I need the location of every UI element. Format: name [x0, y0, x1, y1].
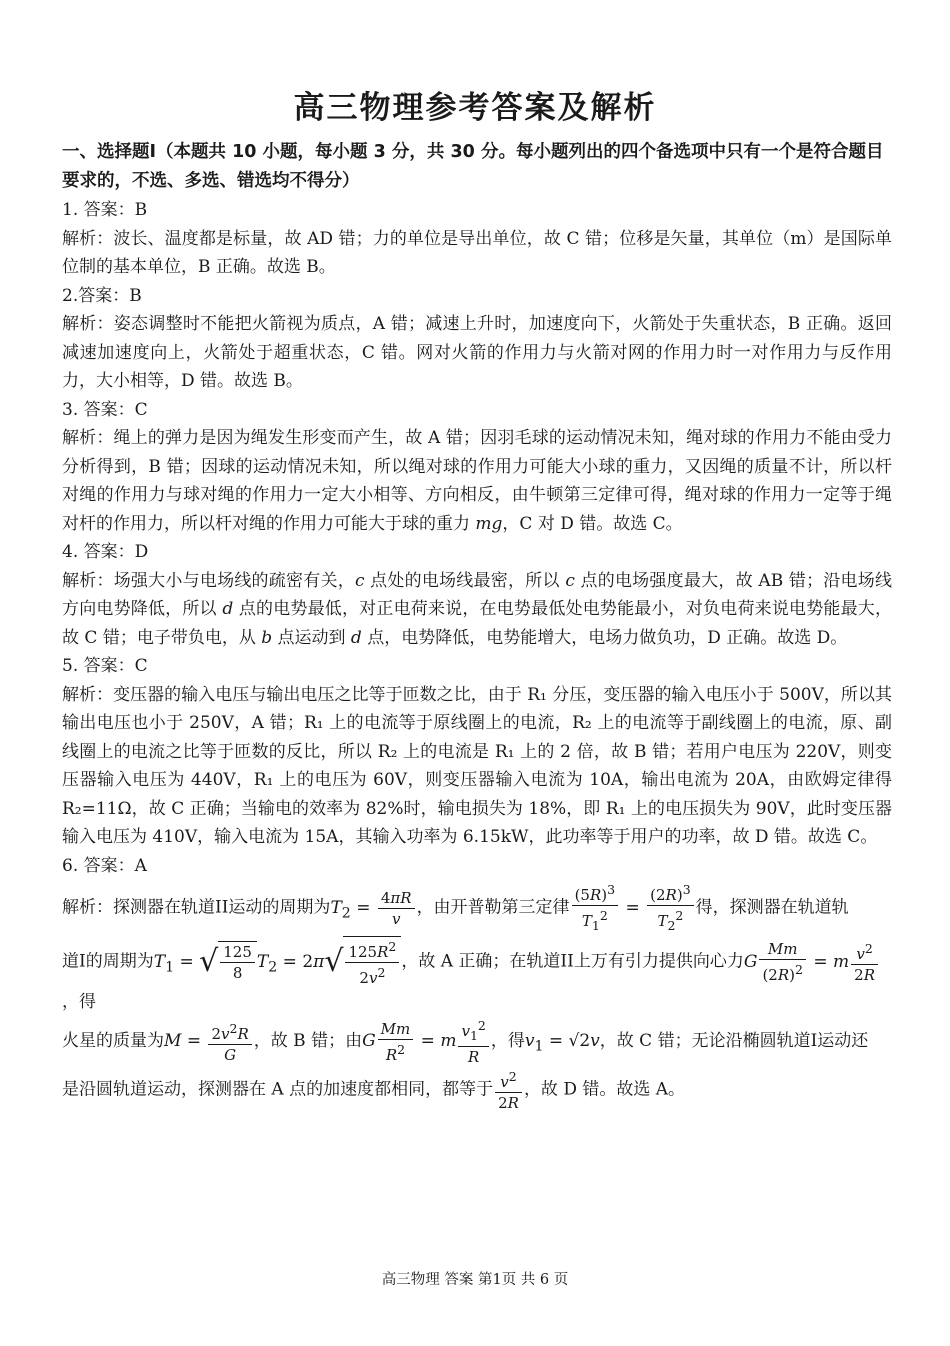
q5-answer: 5. 答案：C	[62, 656, 148, 676]
q6-text: ，故 B 错；由	[253, 1031, 363, 1051]
q6-text: ，得	[490, 1031, 525, 1051]
formula-gravity: G $\frac{Mm}{(2R)^2}$ = m $\frac{v^2}{2R}$	[744, 952, 880, 972]
q6-text: 火星的质量为	[62, 1031, 164, 1051]
q3-text-b: ，C 对 D 错。故选 C。	[502, 513, 683, 534]
q4-point-b: b	[261, 627, 273, 648]
q2-answer: 2.答案：B	[62, 285, 142, 306]
q6-text: ，故 A 正确；在轨道II上万有引力提供向心力	[401, 951, 744, 972]
formula-orbit-speed: G $\frac{Mm}{R^2}$ = m $\frac{v_1^2}{R}$	[362, 1031, 491, 1051]
section-heading: 一、选择题I（本题共 10 小题，每小题 3 分，共 30 分。每小题列出的四个备选项中只有一个是符合题目要求的，不选、多选、错选均不得分）	[62, 142, 884, 191]
q4-text-4: 点的电势最低，对正电荷来说，在电势最低处电势能最小，对负电荷来说电势能最大，故 C 错；电子带负电，从	[62, 599, 892, 648]
q6-line-1	[62, 880, 892, 936]
q6-text: ，故 D 错。故选 A。	[523, 1079, 686, 1100]
q1-explanation: 解析：波长、温度都是标量，故 AD 错；力的单位是导出单位，故 C 错；位移是矢量，其单位（m）是国际单位制的基本单位，B 正确。故选 B。	[62, 228, 892, 277]
q4-point-c: c	[565, 570, 575, 591]
q4-text-1: 解析：场强大小与电场线的疏密有关，	[62, 570, 355, 591]
formula-mass: M = $\frac{2v^2R}{G}$	[164, 1031, 254, 1051]
q3-explanation	[62, 424, 892, 538]
q6-text: ，得	[62, 992, 96, 1012]
formula-period-t1: $T_1$ = √ $\frac{125}{8}$ $T_2 = 2\pi√$ $\frac{125R^2}{2v^2}$	[154, 952, 402, 972]
q2-explanation: 解析：姿态调整时不能把火箭视为质点，A 错；减速上升时，加速度向下，火箭处于失重状态，B 正确。返回减速加速度向上，火箭处于超重状态，C 错。网对火箭的作用力与火箭对网的作用力时一对作用力与反作用力，大小相等，D 错。故选 B。	[62, 314, 892, 391]
formula-v1: $v_1 = √2v$	[524, 1031, 600, 1055]
formula-period-t2: $T_2$ = $\frac{4\pi R}{v}$	[330, 898, 416, 918]
q3-mg: mg	[475, 513, 503, 534]
page-title: 高三物理参考答案及解析	[293, 90, 657, 126]
q4-point-d: d	[222, 599, 234, 619]
q1-answer: 1. 答案：B	[62, 200, 148, 220]
q4-point-d: d	[350, 627, 362, 648]
q4-text-3: 点的电场强度最大，故 AB 错；沿电场线方向电势降低，所以	[62, 570, 893, 619]
q6-text: ，由开普勒第三定律	[416, 897, 570, 918]
q6-line-3	[62, 1016, 892, 1067]
q6-line-4	[62, 1067, 892, 1113]
formula-acceleration: $\frac{v^2}{2R}$	[493, 1080, 524, 1100]
q6-text: ，故 C 错；无论沿椭圆轨道I运动还	[599, 1031, 869, 1051]
q5-explanation: 解析：变压器的输入电压与输出电压之比等于匝数之比，由于 R₁ 分压，变压器的输入电压小于 500V，所以其输出电压也小于 250V，A 错；R₁ 上的电流等于原线圈上的电流，R₂ 上的电流等于副线圈上的电流，原、副线圈上的电流之比等于匝数的反比，所以 R₂ 上的电流是 R₁ 上的 2 倍，故 B 错；若用户电压为 220V，则变压器输入电压为 440V，R₁ 上的电压为 60V，则变压器输入电流为 10A，输出电流为 20A，由欧姆定律得 R₂=11Ω，故 C 正确；当输电的效率为 82%时，输电损失为 18%，即 R₁ 上的电压损失为 90V，此时变压器输入电压为 410V，输入电流为 15A，其输入功率为 6.15kW，此功率等于用户的功率，故 D 错。故选 C。	[62, 684, 892, 847]
page-footer: 高三物理 答案 第1页 共 6 页	[381, 1272, 569, 1288]
formula-kepler: $\frac{(5R)^3}{T_1^2}$ = $\frac{(2R)^3}{T_2^2}$	[570, 898, 696, 918]
q4-answer: 4. 答案：D	[62, 542, 149, 562]
q3-answer: 3. 答案：C	[62, 399, 148, 420]
q4-text-5: 点运动到	[272, 627, 351, 648]
q6-text: 解析：探测器在轨道II运动的周期为	[62, 897, 331, 918]
q6-text: 得，探测器在轨道轨	[695, 897, 849, 918]
q3-text-a: 解析：绳上的弹力是因为绳发生形变而产生，故 A 错；因羽毛球的运动情况未知，绳对球的作用力不能由受力分析得到，B 错；因球的运动情况未知，所以绳对球的作用力可能大小球的重力，又因绳的质量不计，所以杆对绳的作用力与球对绳的作用力一定大小相等、方向相反，由牛顿第三定律可得，绳对球的作用力一定等于绳对杆的作用力，所以杆对绳的作用力可能大于球的重力	[62, 428, 892, 534]
q6-line-2	[62, 936, 892, 1016]
q4-explanation	[62, 567, 892, 653]
q4-text-2: 点处的电场线最密，所以	[364, 570, 566, 591]
q4-text-6: 点，电势降低，电势能增大，电场力做负功，D 正确。故选 D。	[361, 627, 848, 648]
q6-answer: 6. 答案：A	[62, 855, 147, 876]
q4-point-c: c	[354, 570, 365, 591]
answer-content	[62, 138, 892, 1113]
q6-text: 道I的周期为	[62, 951, 154, 972]
q6-text: 是沿圆轨道运动，探测器在 A 点的加速度都相同，都等于	[62, 1079, 494, 1100]
